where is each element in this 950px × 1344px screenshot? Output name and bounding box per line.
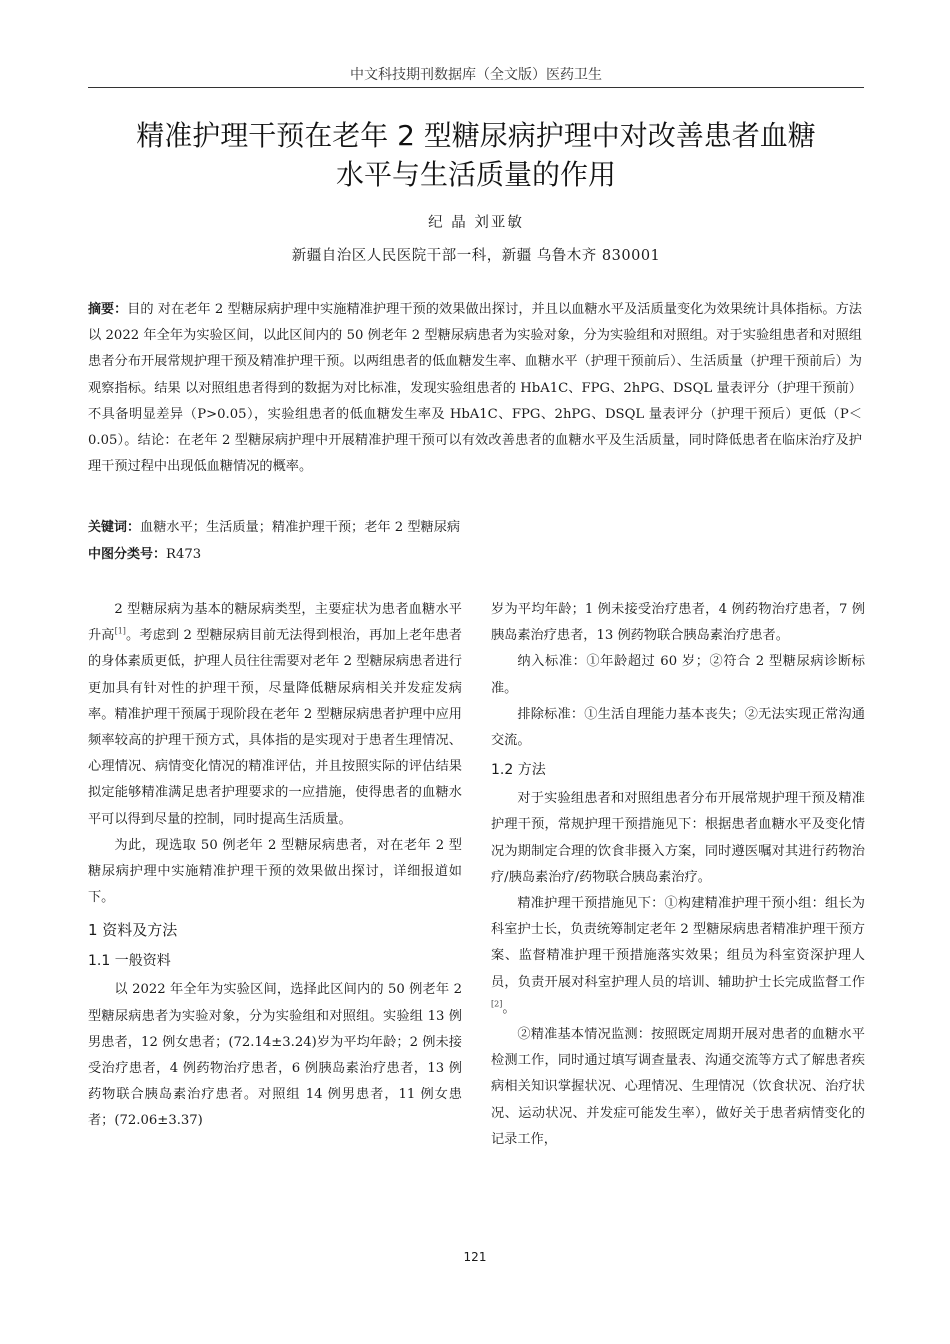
left-column	[88, 597, 462, 1135]
classification-text: R473	[166, 547, 202, 562]
methods-paragraph-3: ②精准基本情况监测：按照既定周期开展对患者的血糖水平检测工作，同时通过填写调查量表、沟通交流等方式了解患者疾病相关知识掌握状况、心理情况、生理情况（饮食状况、治疗状况、运动状况、并发症可能发生率），做好关于患者病情变化的记录工作，	[491, 1027, 865, 1147]
subsection-heading-1-2: 1.2 方法	[491, 762, 546, 779]
abstract-text: 目的 对在老年 2 型糖尿病护理中实施精准护理干预的效果做出探讨，并且以血糖水平及活质量变化为效果统计具体指标。方法 以 2022 年全年为实验区间，以此区间内的 50 例老年 2 型糖尿病患者为实验对象，分为实验组和对照组。对于实验组患者和对照组患者分布开展常规护理干预及精准护理干预。以两组患者的低血糖发生率、血糖水平（护理干预前后）、生活质量（护理干预前后）为观察指标。结果 以对照组患者得到的数据为对比标准，发现实验组患者的 HbA1C、FPG、2hPG、DSQL 量表评分（护理干预前）不具备明显差异（P>0.05），实验组患者的低血糖发生率及 HbA1C、FPG、2hPG、DSQL 量表评分（护理干预后）更低（P＜0.05）。结论：在老年 2 型糖尿病护理中开展精准护理干预可以有效改善患者的血糖水平及生活质量，同时降低患者在临床治疗及护理干预过程中出现低血糖情况的概率。	[88, 302, 862, 475]
title-line-2: 水平与生活质量的作用	[335, 158, 616, 191]
citation-2: [2]	[491, 999, 503, 1009]
citation-1: [1]	[114, 626, 126, 636]
methods-paragraph-2	[491, 891, 865, 1022]
abstract	[88, 297, 862, 480]
classification-label: 中图分类号：	[88, 547, 167, 562]
intro-paragraph-2: 为此，现选取 50 例老年 2 型糖尿病患者，对在老年 2 型糖尿病护理中实施精准护理干预的效果做出探讨，详细报道如下。	[88, 837, 462, 906]
methods-text-a: 精准护理干预措施见下：①构建精准护理干预小组：组长为科室护士长，负责统筹制定老年 2 型糖尿病患者精准护理干预方案、监督精准护理干预措施落实效果；组员为科室资深护理人员，负责开展对科室护理人员的培训、辅助护士长完成监督工作	[491, 896, 865, 990]
title-line-1: 精准护理干预在老年 2 型糖尿病护理中对改善患者血糖	[136, 119, 816, 152]
keywords-text: 血糖水平；生活质量；精准护理干预；老年 2 型糖尿病	[140, 520, 461, 535]
affiliation: 新疆自治区人民医院干部一科，新疆 乌鲁木齐 830001	[291, 248, 661, 264]
right-column	[491, 597, 865, 1153]
abstract-label: 摘要：	[88, 302, 128, 317]
paper-title	[88, 116, 864, 194]
subsection-heading-1-1: 1.1 一般资料	[88, 953, 171, 970]
keywords	[88, 518, 862, 538]
intro-paragraph-1	[88, 597, 462, 833]
keywords-label: 关键词：	[88, 520, 141, 535]
authors: 纪 晶 刘亚敏	[428, 215, 524, 231]
inclusion-criteria: 纳入标准：①年龄超过 60 岁；②符合 2 型糖尿病诊断标准。	[491, 654, 865, 696]
journal-header: 中文科技期刊数据库（全文版）医药卫生	[350, 67, 602, 83]
page-number: 121	[463, 1250, 487, 1264]
classification	[88, 545, 862, 565]
header-rule	[88, 87, 864, 88]
methods-text-b: 。	[502, 1000, 516, 1016]
general-data-continued: 岁为平均年龄；1 例未接受治疗患者，4 例药物治疗患者，7 例胰岛素治疗患者，13 例药物联合胰岛素治疗患者。	[491, 602, 865, 644]
general-data-paragraph: 以 2022 年全年为实验区间，选择此区间内的 50 例老年 2 型糖尿病患者为实验对象，分为实验组和对照组。实验组 13 例男患者，12 例女患者；(72.14±3.24)岁为平均年龄；2 例未接受治疗患者，4 例药物治疗患者，6 例胰岛素治疗患者，13 例药物联合胰岛素治疗患者。对照组 14 例男患者，11 例女患者；(72.06±3.37)	[88, 982, 462, 1129]
methods-paragraph-1: 对于实验组患者和对照组患者分布开展常规护理干预及精准护理干预，常规护理干预措施见下：根据患者血糖水平及变化情况为期制定合理的饮食非摄入方案，同时遵医嘱对其进行药物治疗/胰岛素治疗/药物联合胰岛素治疗。	[491, 791, 865, 885]
section-heading-1: 1 资料及方法	[88, 921, 178, 940]
intro-text-a: 2 型糖尿病为基本的糖尿病类型，主要症状为患者血糖水平升高	[88, 602, 462, 644]
exclusion-criteria: 排除标准：①生活自理能力基本丧失；②无法实现正常沟通交流。	[491, 706, 865, 749]
intro-text-b: 。考虑到 2 型糖尿病目前无法得到根治，再加上老年患者的身体素质更低，护理人员往往需要对老年 2 型糖尿病患者进行更加具有针对性的护理干预，尽量降低糖尿病相关并发症发病率。精准护理干预属于现阶段在老年 2 型糖尿病患者护理中应用频率较高的护理干预方式，具体指的是实现对于患者生理情况、心理情况、病情变化情况的精准评估，并且按照实际的评估结果拟定能够精准满足患者护理要求的一应措施，使得患者的血糖水平可以得到尽量的控制，同时提高生活质量。	[88, 628, 462, 827]
